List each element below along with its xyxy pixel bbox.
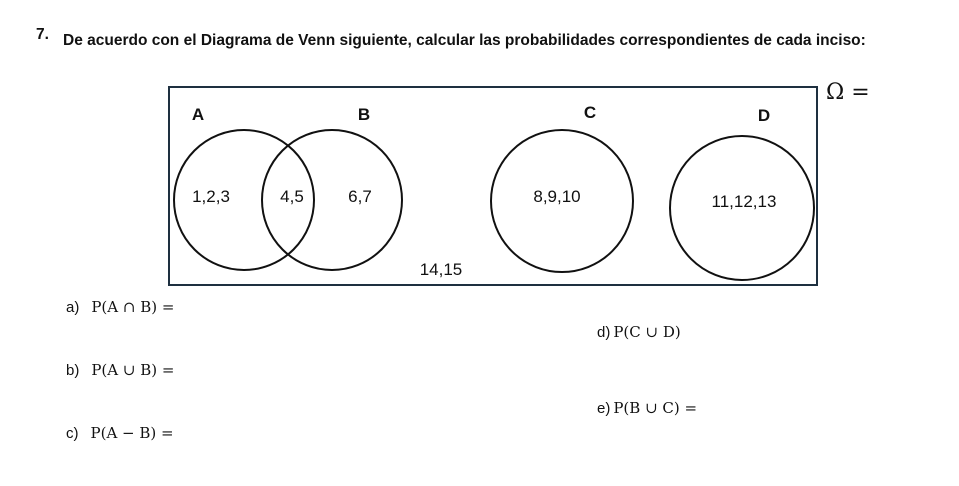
item-e bbox=[597, 399, 697, 417]
item-b-expression: P(A ∪ B) = bbox=[91, 361, 175, 379]
item-c-label: c) bbox=[66, 425, 79, 442]
set-d-elements: 11,12,13 bbox=[711, 192, 777, 211]
item-d bbox=[597, 323, 681, 341]
item-e-label: e) bbox=[597, 400, 611, 417]
item-a-label: a) bbox=[66, 299, 80, 316]
item-d-label: d) bbox=[597, 324, 611, 341]
item-b-label: b) bbox=[66, 362, 80, 379]
item-c-expression: P(A − B) = bbox=[90, 424, 174, 442]
intersection-ab-elements: 4,5 bbox=[280, 187, 304, 206]
item-b bbox=[66, 361, 174, 379]
item-e-expression: P(B ∪ C) = bbox=[613, 399, 698, 417]
universe-label: Ω = bbox=[826, 80, 870, 105]
item-d-expression: P(C ∪ D) bbox=[613, 323, 681, 341]
set-a-label: A bbox=[191, 105, 205, 124]
set-a-elements: 1,2,3 bbox=[192, 187, 230, 206]
set-b-label: B bbox=[357, 105, 371, 124]
item-c bbox=[66, 424, 174, 442]
item-a bbox=[66, 298, 174, 316]
question-text: De acuerdo con el Diagrama de Venn siguiente, calcular las probabilidades correspondientes de cada inciso: bbox=[63, 32, 866, 49]
set-b-elements: 6,7 bbox=[348, 187, 372, 206]
question-number: 7. bbox=[36, 26, 49, 43]
set-c-elements: 8,9,10 bbox=[533, 187, 581, 206]
outside-elements: 14,15 bbox=[419, 260, 463, 279]
set-c-label: C bbox=[583, 103, 597, 122]
set-d-label: D bbox=[757, 106, 771, 125]
item-a-expression: P(A ∩ B) = bbox=[91, 298, 175, 316]
